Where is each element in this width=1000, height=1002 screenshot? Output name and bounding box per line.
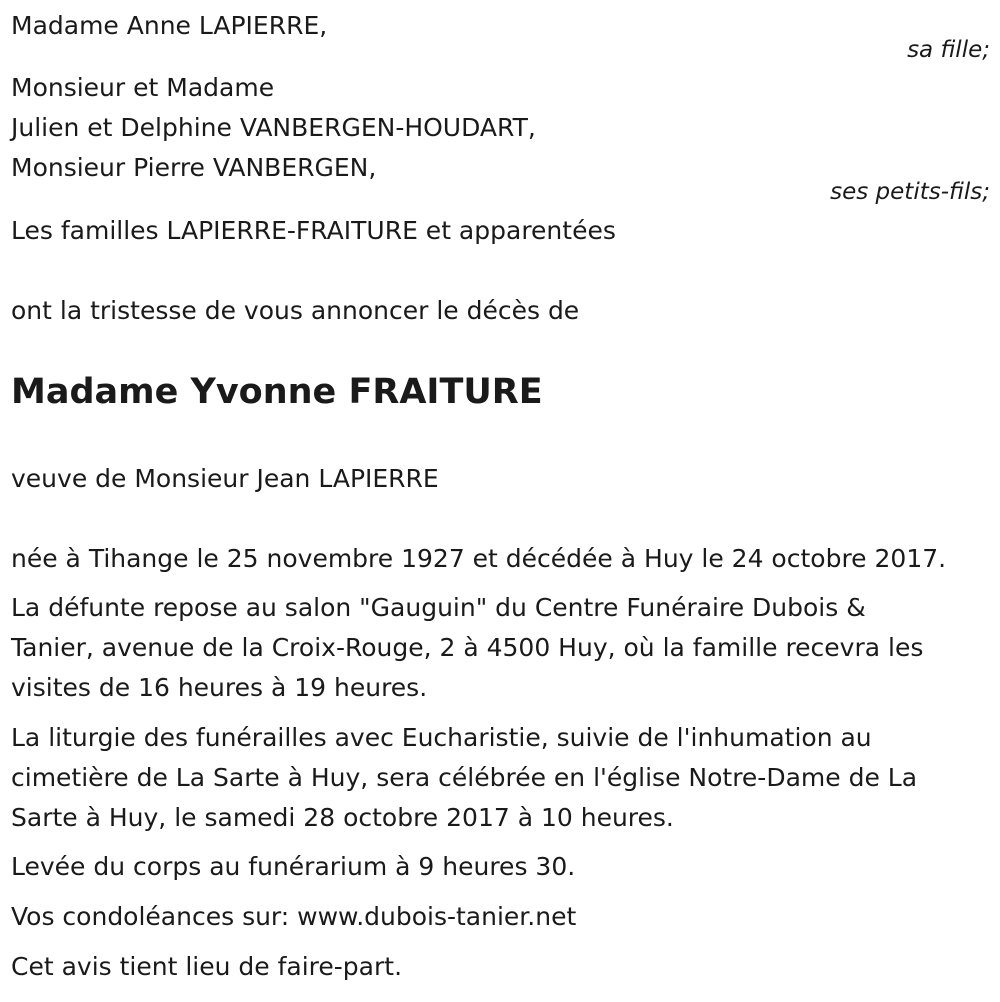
grandchildren-line-3: Monsieur Pierre VANBERGEN, (11, 153, 377, 182)
birth-death-line: née à Tihange le 25 novembre 1927 et décédée à Huy le 24 octobre 2017. (11, 544, 947, 573)
rest-line-2: Tanier, avenue de la Croix-Rouge, 2 à 4500 Huy, où la famille recevra les (11, 633, 924, 662)
daughter-relation: sa fille; (907, 37, 990, 63)
daughter-name: Madame Anne LAPIERRE, (11, 11, 328, 40)
grandchildren-relation: ses petits-fils; (830, 179, 990, 205)
liturgy-line-2: cimetière de La Sarte à Huy, sera célébrée en l'église Notre-Dame de La (11, 763, 918, 792)
announcement-intro: ont la tristesse de vous annoncer le décès de (11, 296, 580, 325)
notice-line: Cet avis tient lieu de faire-part. (11, 952, 403, 981)
rest-line-3: visites de 16 heures à 19 heures. (11, 673, 428, 702)
widow-of-line: veuve de Monsieur Jean LAPIERRE (11, 464, 439, 493)
liturgy-line-3: Sarte à Huy, le samedi 28 octobre 2017 à 10 heures. (11, 803, 674, 832)
grandchildren-line-2: Julien et Delphine VANBERGEN-HOUDART, (11, 113, 536, 142)
grandchildren-line-1: Monsieur et Madame (11, 73, 275, 102)
liturgy-line-1: La liturgie des funérailles avec Eucharistie, suivie de l'inhumation au (11, 723, 872, 752)
families-line: Les familles LAPIERRE-FRAITURE et apparentées (11, 216, 616, 245)
condolences-line: Vos condoléances sur: www.dubois-tanier.net (11, 902, 577, 931)
deceased-name: Madame Yvonne FRAITURE (11, 372, 543, 412)
rest-line-1: La défunte repose au salon "Gauguin" du Centre Funéraire Dubois & (11, 593, 866, 622)
levee-line: Levée du corps au funérarium à 9 heures 30. (11, 852, 576, 881)
